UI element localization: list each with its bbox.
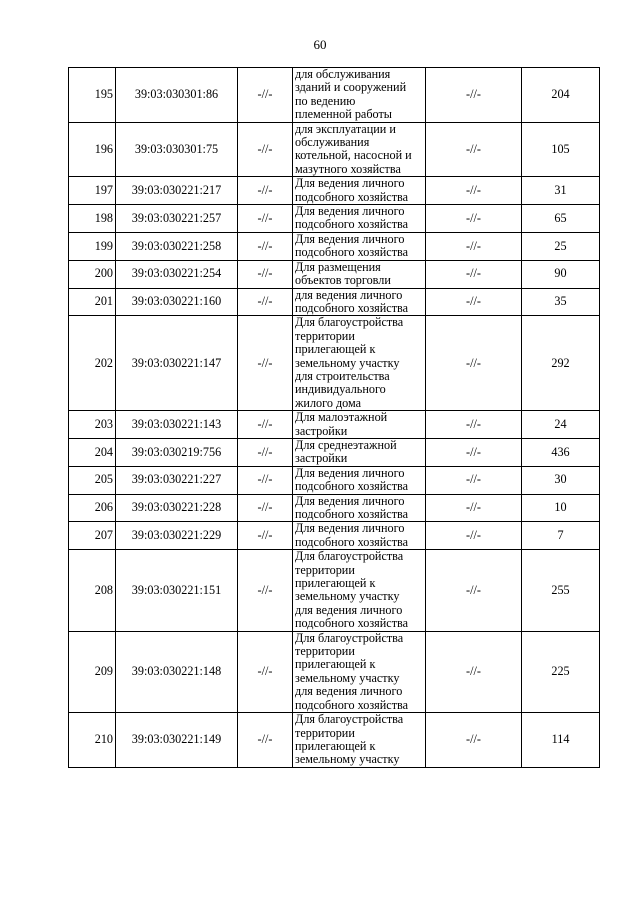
ditto-mark-cell: -//- <box>426 260 522 288</box>
ditto-mark-cell: -//- <box>426 466 522 494</box>
table-row <box>69 232 600 260</box>
table-row <box>69 122 600 177</box>
purpose-line: для ведения личного <box>295 602 403 617</box>
ditto-mark-cell: -//- <box>238 205 293 233</box>
area-cell: 65 <box>522 205 600 233</box>
cadastral-number-cell: 39:03:030221:149 <box>116 713 238 768</box>
purpose-line: зданий и сооружений <box>295 80 407 95</box>
page-number: 60 <box>313 37 327 52</box>
row-number-cell: 208 <box>69 550 116 631</box>
purpose-line: застройки <box>295 451 348 466</box>
cadastral-number-cell: 39:03:030221:227 <box>116 466 238 494</box>
purpose-line: подсобного хозяйства <box>295 479 409 494</box>
cadastral-number-cell: 39:03:030221:257 <box>116 205 238 233</box>
purpose-line: Для благоустройства <box>295 630 404 645</box>
row-number-cell: 196 <box>69 122 116 177</box>
ditto-mark-cell: -//- <box>426 122 522 177</box>
area-cell: 10 <box>522 494 600 522</box>
row-number-cell: 199 <box>69 232 116 260</box>
purpose-cell <box>293 68 426 123</box>
area-cell: 30 <box>522 466 600 494</box>
purpose-line: подсобного хозяйства <box>295 534 409 549</box>
purpose-cell <box>293 550 426 631</box>
purpose-cell <box>293 522 426 550</box>
purpose-line: объектов торговли <box>295 273 391 288</box>
row-number-cell: 195 <box>69 68 116 123</box>
ditto-mark-cell: -//- <box>426 631 522 712</box>
purpose-line: для ведения личного <box>295 287 403 302</box>
purpose-line: подсобного хозяйства <box>295 245 409 260</box>
row-number-cell: 201 <box>69 288 116 316</box>
purpose-line: Для ведения личного <box>295 465 405 480</box>
purpose-line: территории <box>295 725 355 740</box>
ditto-mark-cell: -//- <box>426 494 522 522</box>
purpose-line: для обслуживания <box>295 67 391 81</box>
row-number-cell: 200 <box>69 260 116 288</box>
purpose-line: Для благоустройства <box>295 712 404 727</box>
area-cell: 292 <box>522 316 600 411</box>
purpose-cell <box>293 288 426 316</box>
cadastral-number-cell: 39:03:030221:147 <box>116 316 238 411</box>
ditto-mark-cell: -//- <box>238 713 293 768</box>
purpose-line: для эксплуатации и <box>295 121 396 136</box>
area-cell: 436 <box>522 438 600 466</box>
ditto-mark-cell: -//- <box>238 466 293 494</box>
row-number-cell: 198 <box>69 205 116 233</box>
ditto-mark-cell: -//- <box>238 260 293 288</box>
ditto-mark-cell: -//- <box>426 288 522 316</box>
ditto-mark-cell: -//- <box>238 411 293 439</box>
purpose-line: территории <box>295 644 355 659</box>
ditto-mark-cell: -//- <box>426 713 522 768</box>
cadastral-number-cell: 39:03:030221:217 <box>116 177 238 205</box>
purpose-line: котельной, насосной и <box>295 148 412 163</box>
ditto-mark-cell: -//- <box>238 122 293 177</box>
area-cell: 25 <box>522 232 600 260</box>
ditto-mark-cell: -//- <box>238 631 293 712</box>
purpose-cell <box>293 177 426 205</box>
purpose-line: Для ведения личного <box>295 176 405 191</box>
table-body <box>69 68 600 768</box>
ditto-mark-cell: -//- <box>426 411 522 439</box>
table-row <box>69 438 600 466</box>
ditto-mark-cell: -//- <box>426 205 522 233</box>
table-row <box>69 466 600 494</box>
ditto-mark-cell: -//- <box>426 232 522 260</box>
purpose-cell <box>293 438 426 466</box>
cadastral-number-cell: 39:03:030221:254 <box>116 260 238 288</box>
purpose-line: жилого дома <box>295 395 362 410</box>
purpose-cell <box>293 713 426 768</box>
table-row <box>69 68 600 123</box>
cadastral-number-cell: 39:03:030221:143 <box>116 411 238 439</box>
purpose-line: подсобного хозяйства <box>295 217 409 232</box>
table-row <box>69 288 600 316</box>
purpose-line: подсобного хозяйства <box>295 189 409 204</box>
area-cell: 114 <box>522 713 600 768</box>
purpose-line: прилегающей к <box>295 657 376 672</box>
purpose-line: для строительства <box>295 368 390 383</box>
ditto-mark-cell: -//- <box>426 550 522 631</box>
cadastral-number-cell: 39:03:030221:148 <box>116 631 238 712</box>
table-row <box>69 316 600 411</box>
ditto-mark-cell: -//- <box>238 177 293 205</box>
purpose-line: племенной работы <box>295 107 392 122</box>
area-cell: 255 <box>522 550 600 631</box>
purpose-line: Для размещения <box>295 259 381 274</box>
purpose-line: прилегающей к <box>295 738 376 753</box>
ditto-mark-cell: -//- <box>426 316 522 411</box>
table-row <box>69 522 600 550</box>
ditto-mark-cell: -//- <box>238 494 293 522</box>
purpose-line: земельному участку <box>295 752 400 767</box>
table-row <box>69 260 600 288</box>
area-cell: 105 <box>522 122 600 177</box>
table-row <box>69 494 600 522</box>
purpose-line: для ведения личного <box>295 684 403 699</box>
table-row <box>69 713 600 768</box>
cadastral-number-cell: 39:03:030221:229 <box>116 522 238 550</box>
row-number-cell: 206 <box>69 494 116 522</box>
row-number-cell: 203 <box>69 411 116 439</box>
purpose-line: земельному участку <box>295 670 400 685</box>
purpose-line: обслуживания <box>295 135 370 150</box>
row-number-cell: 205 <box>69 466 116 494</box>
purpose-line: территории <box>295 328 355 343</box>
purpose-cell <box>293 316 426 411</box>
purpose-line: прилегающей к <box>295 342 376 357</box>
purpose-cell <box>293 205 426 233</box>
purpose-line: подсобного хозяйства <box>295 616 409 631</box>
area-cell: 24 <box>522 411 600 439</box>
area-cell: 35 <box>522 288 600 316</box>
purpose-line: Для ведения личного <box>295 204 405 219</box>
purpose-line: прилегающей к <box>295 576 376 591</box>
cadastral-number-cell: 39:03:030301:86 <box>116 68 238 123</box>
purpose-line: Для малоэтажной <box>295 410 388 425</box>
ditto-mark-cell: -//- <box>238 232 293 260</box>
cadastral-number-cell: 39:03:030219:756 <box>116 438 238 466</box>
purpose-cell <box>293 631 426 712</box>
area-cell: 7 <box>522 522 600 550</box>
purpose-line: Для благоустройства <box>295 315 404 330</box>
cadastral-number-cell: 39:03:030221:160 <box>116 288 238 316</box>
ditto-mark-cell: -//- <box>238 288 293 316</box>
land-plot-table <box>68 67 600 768</box>
row-number-cell: 202 <box>69 316 116 411</box>
purpose-line: застройки <box>295 423 348 438</box>
table-row <box>69 177 600 205</box>
purpose-line: Для ведения личного <box>295 493 405 508</box>
cadastral-number-cell: 39:03:030221:228 <box>116 494 238 522</box>
cadastral-number-cell: 39:03:030301:75 <box>116 122 238 177</box>
purpose-line: земельному участку <box>295 589 400 604</box>
table-row <box>69 205 600 233</box>
purpose-line: Для ведения личного <box>295 231 405 246</box>
purpose-line: индивидуального <box>295 382 386 397</box>
purpose-cell <box>293 122 426 177</box>
ditto-mark-cell: -//- <box>426 68 522 123</box>
purpose-line: территории <box>295 562 355 577</box>
ditto-mark-cell: -//- <box>238 438 293 466</box>
purpose-line: по ведению <box>295 93 356 108</box>
purpose-line: Для ведения личного <box>295 521 405 536</box>
table-row <box>69 411 600 439</box>
ditto-mark-cell: -//- <box>238 550 293 631</box>
purpose-line: подсобного хозяйства <box>295 697 409 712</box>
purpose-line: подсобного хозяйства <box>295 300 409 315</box>
purpose-line: Для благоустройства <box>295 549 404 564</box>
row-number-cell: 204 <box>69 438 116 466</box>
cadastral-number-cell: 39:03:030221:258 <box>116 232 238 260</box>
ditto-mark-cell: -//- <box>426 438 522 466</box>
area-cell: 225 <box>522 631 600 712</box>
area-cell: 31 <box>522 177 600 205</box>
table-row <box>69 550 600 631</box>
ditto-mark-cell: -//- <box>238 522 293 550</box>
purpose-line: земельному участку <box>295 355 400 370</box>
area-cell: 204 <box>522 68 600 123</box>
table-row <box>69 631 600 712</box>
cadastral-number-cell: 39:03:030221:151 <box>116 550 238 631</box>
purpose-cell <box>293 232 426 260</box>
purpose-line: подсобного хозяйства <box>295 507 409 521</box>
purpose-cell <box>293 411 426 439</box>
purpose-line: мазутного хозяйства <box>295 161 401 176</box>
ditto-mark-cell: -//- <box>238 68 293 123</box>
row-number-cell: 207 <box>69 522 116 550</box>
ditto-mark-cell: -//- <box>426 522 522 550</box>
area-cell: 90 <box>522 260 600 288</box>
ditto-mark-cell: -//- <box>238 316 293 411</box>
purpose-cell <box>293 494 426 522</box>
ditto-mark-cell: -//- <box>426 177 522 205</box>
purpose-cell <box>293 466 426 494</box>
row-number-cell: 209 <box>69 631 116 712</box>
row-number-cell: 197 <box>69 177 116 205</box>
purpose-line: Для среднеэтажной <box>295 437 397 452</box>
row-number-cell: 210 <box>69 713 116 768</box>
purpose-cell <box>293 260 426 288</box>
